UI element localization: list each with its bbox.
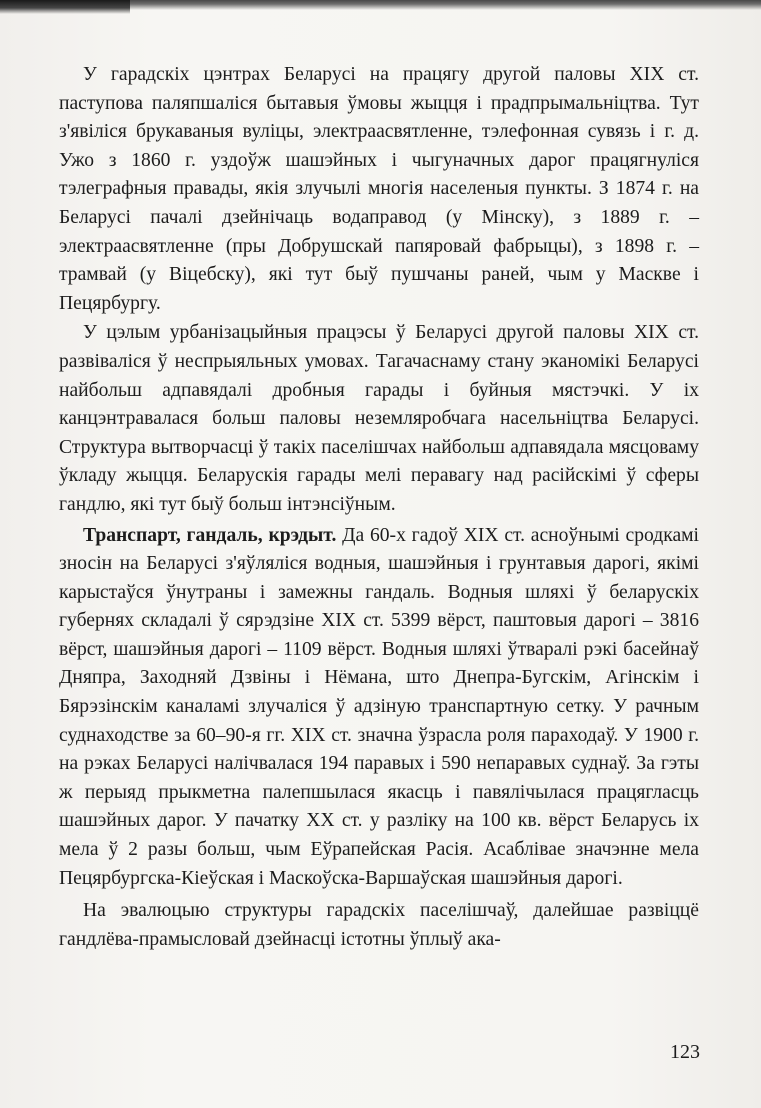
section-heading: Транспарт, гандаль, крэдыт. [83, 524, 337, 546]
paragraph-4 [59, 897, 699, 954]
paragraph-4-text: На эвалюцыю структуры гарадскіх паселішчаў, далейшае развіццё гандлёва-прамысловай дзейнасці істотны ўплыў ака- [59, 900, 699, 950]
paragraph-2-text: У цэлым урбанізацыйныя працэсы ў Беларусі другой паловы XIX ст. развіваліся ў неспрыяльных умовах. Тагачаснаму стану эканомікі Беларусі найбольш адпавядалі дробныя гарады і буйныя мястэчкі. У іх канцэнтравалася больш паловы неземляробчага насельніцтва Беларусі. Структура вытворчасці ў такіх паселішчах найбольш адпавядала мясцоваму ўкладу жыцця. Беларускія гарады мелі перавагу над расійскімі ў сферы гандлю, які тут быў больш інтэнсіўным. [59, 322, 699, 515]
page-number: 123 [670, 1041, 700, 1063]
paragraph-1 [59, 61, 699, 318]
paragraph-1-text: У гарадскіх цэнтрах Беларусі на працягу другой паловы XIX ст. паступова паляпшаліся бытавыя ўмовы жыцця і прадпрымальніцтва. Тут з'явіліся брукаваныя вуліцы, электраасвятленне, тэлефонная сувязь і г. д. Ужо з 1860 г. уздоўж шашэйных і чыгуначных дарог працягнуліся тэлеграфныя правады, якія злучылі многія населеныя пункты. З 1874 г. на Беларусі пачалі дзейнічаць водаправод (у Мінску), з 1889 г. – электраасвятленне (пры Добрушскай папяровай фабрыцы), з 1898 г. – трамвай (у Віцебску), які тут быў пушчаны раней, чым у Маскве і Пецярбургу. [59, 64, 699, 314]
paragraph-2 [59, 319, 699, 519]
body-text [59, 61, 699, 954]
paragraph-3 [59, 522, 699, 894]
page-top-shadow-left [0, 0, 130, 14]
paragraph-3-text: Да 60-х гадоў XIX ст. асноўнымі сродкамі зносін на Беларусі з'яўляліся водныя, шашэйныя і грунтавыя дарогі, якімі карыстаўся ўнутраны і замежны гандаль. Водныя шляхі ў беларускіх губернях складалі ў сярэдзіне XIX ст. 5399 вёрст, паштовыя дарогі – 3816 вёрст, шашэйныя дарогі – 1109 вёрст. Водныя шляхі ўтваралі рэкі басейнаў Дняпра, Заходняй Дзвіны і Нёмана, што Днепра-Бугскім, Агінскім і Бярэзінскім каналамі злучаліся ў адзіную транспартную сетку. У рачным суднаходстве за 60–90-я гг. XIX ст. значна ўзрасла роля параходаў. У 1900 г. на рэках Беларусі налічвалася 194 паравых і 590 непаравых суднаў. За гэты ж перыяд прыкметна палепшылася якасць і павялічылася працягласць шашэйных дарог. У пачатку XX ст. у разліку на 100 кв. вёрст Беларусь іх мела ў 2 разы больш, чым Еўрапейская Расія. Асаблівае значэнне мела Пецярбургска-Кіеўская і Маскоўска-Варшаўская шашэйныя дарогі. [59, 524, 699, 889]
